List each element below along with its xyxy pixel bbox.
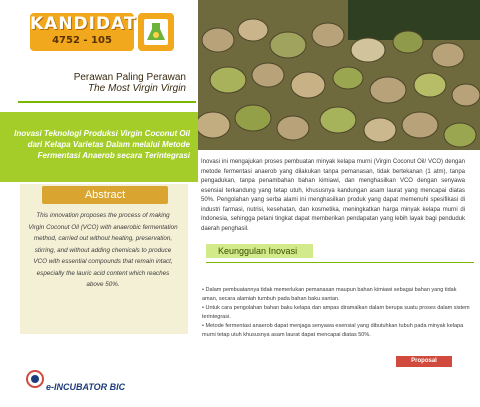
abstract-text: This innovation proposes the process of making Virgin Coconut Oil (VCO) with anaerobic fermentation method, carried out without heating, preservation, stirring, and without adding chemicals to produce VCO with essential compounds that remain intact, especially the lauric acid content which reaches above 50%.	[28, 212, 178, 288]
advantage-item: • Dalam pembuatannya tidak memerlukan pemanasan maupun bahan kimiawi sebagai bahan yang tidak aman, secara alamiah tumbuh pada bahan baku santan.	[202, 287, 457, 302]
lab-flask-icon	[138, 13, 174, 51]
title-block	[74, 72, 186, 94]
advantages-list	[202, 286, 472, 340]
subtitle: Inovasi Teknologi Produksi Virgin Coconut Oil dari Kelapa Varietas Dalam melalui Metode Fermentasi Anaerob secara Terintegrasi	[14, 129, 190, 160]
advantage-item: • Metode fermentasi anaerob dapat menjaga senyawa esensial yang dibutuhkan tubuh pada minyak kelapa murni tetap utuh khususnya asam laurat dapat mencapai diatas 50%.	[202, 323, 464, 338]
coconut-photo	[198, 0, 480, 150]
advantage-item: • Untuk cara pengolahan bahan baku kelapa dan ampas diramalkan dalam berupa suatu proses dalam sistem terintegrasi.	[202, 305, 470, 320]
left-panel	[0, 0, 198, 407]
proposal-tag: Proposal	[396, 356, 452, 367]
advantage-text: Metode fermentasi anaerob dapat menjaga senyawa esensial yang dibutuhkan tubuh pada minyak kelapa murni tetap utuh khususnya asam laurat dapat mencapai diatas 50%.	[202, 323, 464, 338]
divider	[18, 101, 196, 103]
badge-number: 4752 - 105	[52, 35, 112, 46]
title-indonesian: Perawan Paling Perawan	[73, 72, 186, 83]
badge-title: KANDIDAT	[30, 14, 137, 34]
advantages-heading: Keunggulan Inovasi	[206, 244, 313, 258]
advantages-divider	[206, 262, 474, 263]
advantage-text: Untuk cara pengolahan bahan baku kelapa dan ampas diramalkan dalam berupa suatu proses dalam sistem terintegrasi.	[202, 305, 470, 320]
description-text: Inovasi ini mengajukan proses pembuatan minyak kelapa murni (Virgin Coconut Oil/ VCO) dengan metode fermentasi anaerob yang dilakukan tanpa pemanasan, tidak bertekanan (1 atm), tanpa pengadukan, tanpa penambahan bahan kimiawi, dan menghasilkan VCO dengan senyawa esensial terkandung yang tetap utuh, khususnya kandungan asam laurat yang mencapai diatas 50%. Pengolahan yang serba alami ini menghasilkan produk yang dapat memenuhi spesifikasi di industri farmasi, nutrisi, kesehatan, dan kosmetika, meningkatkan harga minyak kelapa murni di Indonesia, sehingga petani tingkat dapat memberikan pendapatan yang lebih layak bagi penduduk daerah penghasil.	[201, 159, 465, 232]
incubator-logo-icon	[26, 370, 44, 388]
advantage-text: Dalam pembuatannya tidak memerlukan pemanasan maupun bahan kimiawi sebagai bahan yang tidak aman, secara alamiah tumbuh pada bahan baku santan.	[202, 287, 457, 302]
abstract-heading: Abstract	[42, 186, 168, 204]
title-english: The Most Virgin Virgin	[87, 83, 186, 94]
footer-label: e-INCUBATOR BIC	[46, 382, 126, 392]
